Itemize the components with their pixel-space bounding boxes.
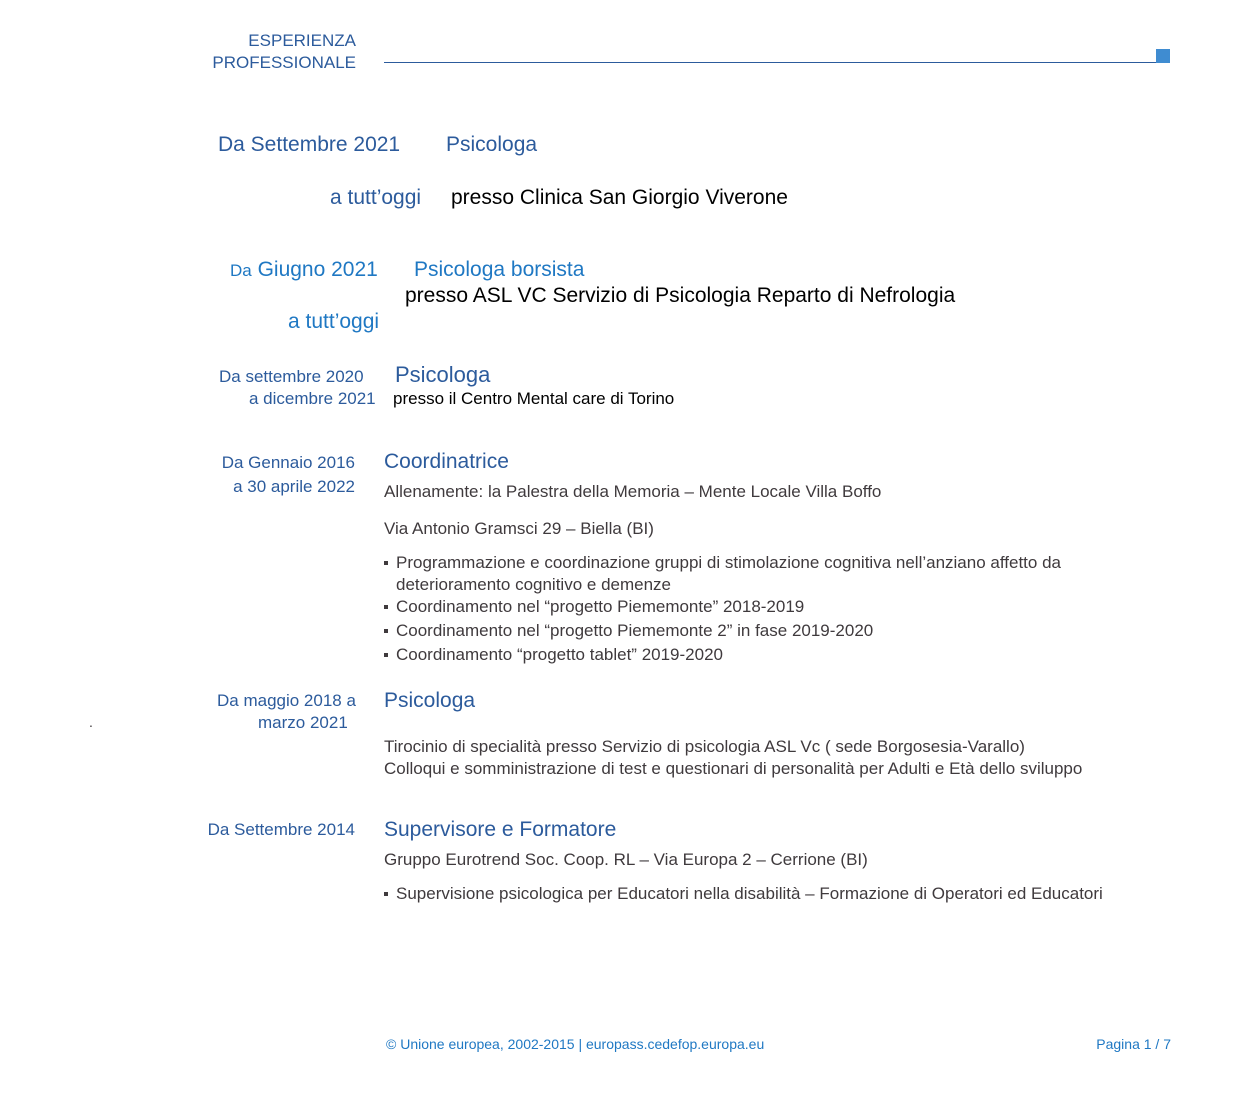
- entry-4-address: Via Antonio Gramsci 29 – Biella (BI): [384, 519, 654, 538]
- entry-6-bullet-1: Supervisione psicologica per Educatori nella disabilità – Formazione di Operatori ed Educatori: [384, 883, 1103, 905]
- entry-3-title: Psicologa: [395, 362, 491, 387]
- stray-dot: .: [89, 714, 93, 730]
- footer-page-number: Pagina 1 / 7: [1096, 1036, 1171, 1052]
- entry-2-date-from: [230, 258, 378, 282]
- entry-2-org: presso ASL VC Servizio di Psicologia Reparto di Nefrologia: [405, 284, 956, 307]
- entry-4-bullet-1-line1: Programmazione e coordinazione gruppi di stimolazione cognitiva nell’anziano affetto da: [396, 553, 1061, 572]
- entry-5-line1: Tirocinio di specialità presso Servizio di psicologia ASL Vc ( sede Borgosesia-Varallo): [384, 737, 1025, 756]
- entry-6-bullet-list: [384, 883, 1103, 907]
- entry-4-org: Allenamente: la Palestra della Memoria – Mente Locale Villa Boffo: [384, 482, 882, 501]
- footer-copyright: © Unione europea, 2002-2015 | europass.cedefop.europa.eu: [386, 1036, 765, 1052]
- entry-5-line2: Colloqui e somministrazione di test e questionari di personalità per Adulti e Età dello sviluppo: [384, 759, 1083, 778]
- entry-4-bullet-3: Coordinamento nel “progetto Piememonte 2” in fase 2019-2020: [384, 620, 1061, 642]
- entry-4-bullet-4: Coordinamento “progetto tablet” 2019-2020: [384, 644, 1061, 666]
- section-heading-line2: PROFESSIONALE: [212, 53, 356, 72]
- entry-5-date-to: marzo 2021: [258, 713, 348, 732]
- entry-2-title: Psicologa borsista: [414, 258, 585, 281]
- entry-4-bullet-list: [384, 552, 1061, 668]
- entry-2-date-prefix: Da: [230, 261, 252, 280]
- entry-3-org: presso il Centro Mental care di Torino: [393, 389, 675, 408]
- entry-1-date-from: Da Settembre 2021: [218, 133, 401, 156]
- entry-5-title: Psicologa: [384, 689, 476, 712]
- entry-4-date-to: a 30 aprile 2022: [233, 477, 355, 496]
- entry-4-bullet-1-line2: deterioramento cognitivo e demenze: [396, 575, 671, 594]
- entry-4-date-from: Da Gennaio 2016: [221, 453, 355, 472]
- entry-2-date-from-text: Giugno 2021: [257, 258, 378, 281]
- entry-4-bullet-1: [384, 552, 1061, 596]
- entry-3-date-to: a dicembre 2021: [249, 389, 376, 408]
- entry-1-org: presso Clinica San Giorgio Viverone: [451, 186, 788, 209]
- section-divider: [384, 62, 1162, 63]
- entry-1-title: Psicologa: [446, 133, 538, 156]
- entry-5-date-from: Da maggio 2018 a: [217, 691, 356, 710]
- entry-4-bullet-2: Coordinamento nel “progetto Piememonte” 2018-2019: [384, 596, 1061, 618]
- entry-6-org: Gruppo Eurotrend Soc. Coop. RL – Via Europa 2 – Cerrione (BI): [384, 850, 868, 869]
- entry-2-date-to: a tutt’oggi: [288, 310, 380, 333]
- entry-4-title: Coordinatrice: [384, 450, 509, 473]
- entry-3-date-from: Da settembre 2020: [219, 367, 364, 386]
- entry-1-date-to: a tutt’oggi: [330, 186, 422, 209]
- section-heading: [150, 30, 356, 74]
- entry-6-title: Supervisore e Formatore: [384, 818, 617, 841]
- entry-6-date-from: Da Settembre 2014: [207, 820, 355, 839]
- section-heading-line1: ESPERIENZA: [248, 31, 356, 50]
- section-square-marker: [1156, 49, 1170, 63]
